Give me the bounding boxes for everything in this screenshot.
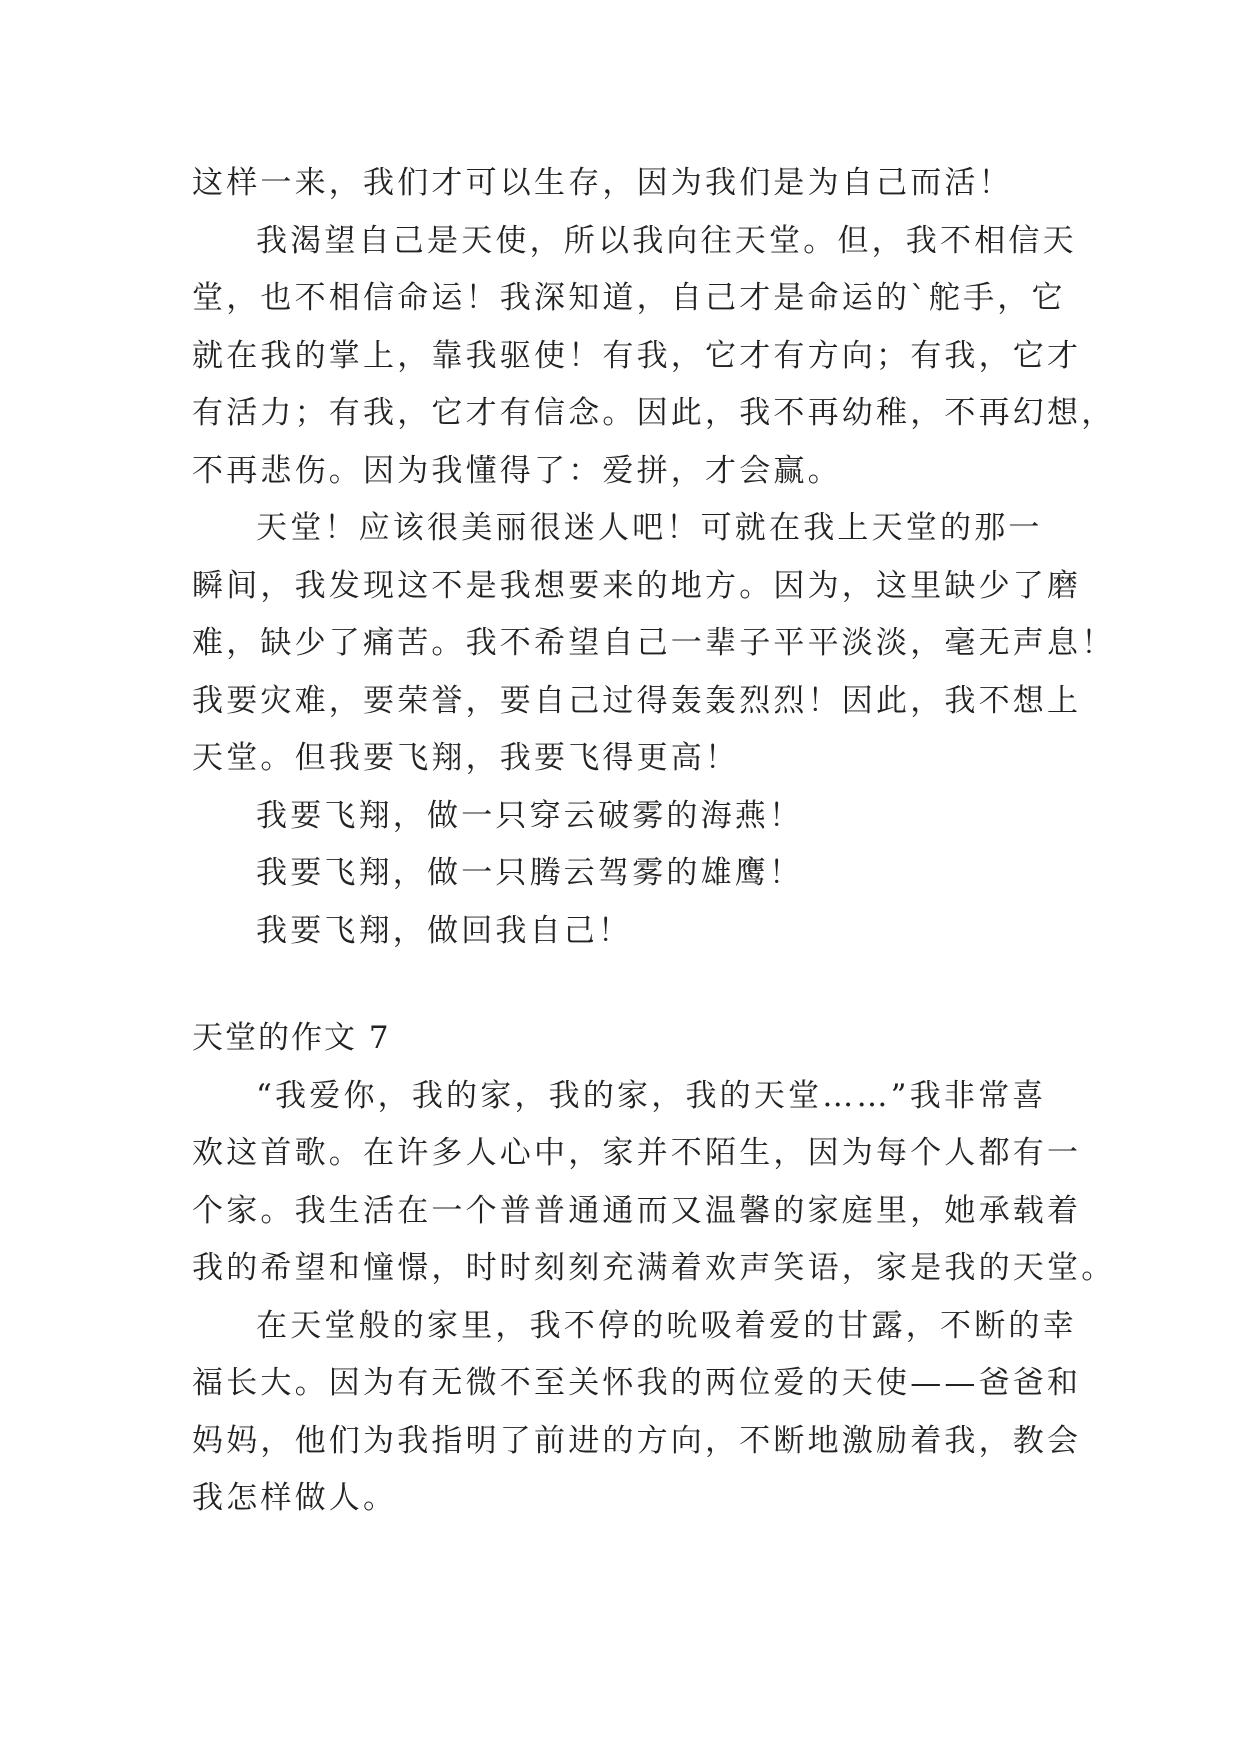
paragraph-line: 我要飞翔，做一只穿云破雾的海燕！ (256, 797, 804, 834)
paragraph-line: 不再悲伤。因为我懂得了：爱拼，才会赢。 (192, 452, 842, 489)
section-title: 天堂的作文 7 (192, 1020, 391, 1056)
paragraph-line: 我的希望和憧憬，时时刻刻充满着欢声笑语，家是我的天堂。 (192, 1250, 1116, 1286)
paragraph-line: 就在我的掌上，靠我驱使！有我，它才有方向；有我，它才 (192, 337, 1082, 374)
paragraph-line: 个家。我生活在一个普普通通而又温馨的家庭里，她承载着 (192, 1192, 1082, 1229)
paragraph-line: 我要飞翔，做一只腾云驾雾的雄鹰！ (256, 855, 804, 891)
paragraph-line: 欢这首歌。在许多人心中，家并不陌生，因为每个人都有一 (192, 1135, 1082, 1171)
paragraph-line: 妈妈，他们为我指明了前进的方向，不断地激励着我，教会 (192, 1422, 1082, 1459)
paragraph-line: 福长大。因为有无微不至关怀我的两位爱的天使——爸爸和 (192, 1365, 1082, 1401)
paragraph-line: “我爱你，我的家，我的家，我的天堂……”我非常喜 (256, 1077, 1047, 1114)
document-body (192, 155, 1116, 1528)
section-gap (192, 960, 1050, 1010)
paragraph-line: 瞬间，我发现这不是我想要来的地方。因为，这里缺少了磨 (192, 567, 1082, 604)
paragraph-line: 我怎样做人。 (192, 1480, 398, 1516)
paragraph-line: 这样一来，我们才可以生存，因为我们是为自己而活！ (192, 165, 1013, 201)
paragraph-line: 堂，也不相信命运！我深知道，自己才是命运的`舵手，它 (192, 280, 1066, 316)
paragraph-line: 我要灾难，要荣誉，要自己过得轰轰烈烈！因此，我不想上 (192, 682, 1082, 719)
paragraph-line: 天堂。但我要飞翔，我要飞得更高！ (192, 740, 740, 776)
paragraph-line: 在天堂般的家里，我不停的吮吸着爱的甘露，不断的幸 (256, 1307, 1077, 1344)
paragraph-line: 难，缺少了痛苦。我不希望自己一辈子平平淡淡，毫无声息！ (192, 625, 1116, 661)
paragraph-line: 我要飞翔，做回我自己！ (256, 912, 633, 949)
paragraph-line: 天堂！应该很美丽很迷人吧！可就在我上天堂的那一 (256, 510, 1043, 546)
paragraph-line: 我渴望自己是天使，所以我向往天堂。但，我不相信天 (256, 222, 1077, 259)
paragraph-line: 有活力；有我，它才有信念。因此，我不再幼稚，不再幻想， (192, 395, 1116, 431)
